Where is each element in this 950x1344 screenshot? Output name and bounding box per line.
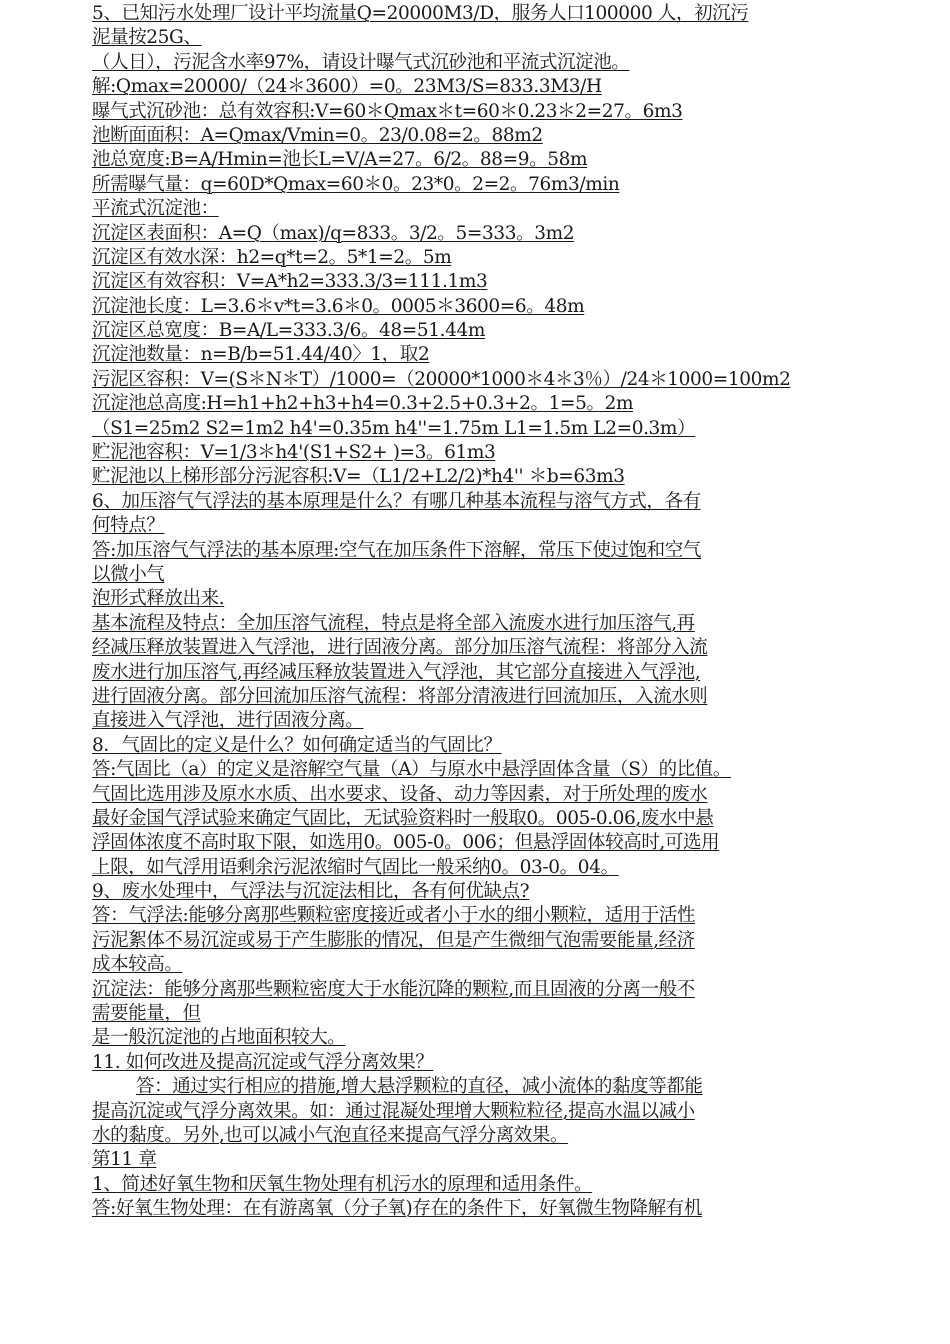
text-line: 浮固体浓度不高时取下限，如选用0。005-0。006；但悬浮固体较高时,可选用	[92, 832, 720, 854]
text-line: （人日），污泥含水率97%，请设计曝气式沉砂池和平流式沉淀池。	[92, 51, 630, 73]
text-line: 5、已知污水处理厂设计平均流量Q=20000M3/D，服务人口100000 人，初沉污	[92, 3, 749, 24]
text-line: 沉淀池总高度:H=h1+h2+h3+h4=0.3+2.5+0.3+2。1=5。2m	[92, 393, 634, 415]
text-line: 曝气式沉砂池：总有效容积:V=60＊Qmax＊t=60＊0.23＊2=27。6m3	[92, 100, 683, 122]
text-line: 沉淀池数量：n=B/b=51.44/40〉1，取2	[92, 344, 430, 366]
text-line: 废水进行加压溶气,再经减压释放装置进入气浮池，其它部分直接进入气浮池,	[92, 661, 701, 683]
text-line: 答：通过实行相应的措施,增大悬浮颗粒的直径，减小流体的黏度等都能	[136, 1076, 703, 1098]
text-line: 何特点？	[92, 515, 165, 537]
text-line: 成本较高。	[92, 954, 183, 976]
text-line: 贮泥池以上梯形部分污泥容积:V=（L1/2+L2/2)*h4'' ＊b=63m3	[92, 466, 625, 488]
text-line: 以微小气	[92, 563, 165, 585]
text-line: 答:加压溶气气浮法的基本原理:空气在加压条件下溶解，常压下使过饱和空气	[92, 539, 701, 561]
text-line: 贮泥池容积：V=1/3＊h4'(S1+S2+ )=3。61m3	[92, 442, 496, 464]
text-line: 进行固液分离。部分回流加压溶气流程：将部分清液进行回流加压，入流水则	[92, 685, 708, 707]
text-line: （S1=25m2 S2=1m2 h4'=0.35m h4''=1.75m L1=1.5m L2=0.3m）	[92, 417, 696, 439]
text-line: 第11 章	[92, 1149, 157, 1171]
text-line: 上限，如气浮用语剩余污泥浓缩时气固比一般采纳0。03-0。04。	[92, 856, 619, 878]
text-line: 提高沉淀或气浮分离效果。如：通过混凝处理增大颗粒粒径,提高水温以减小	[92, 1100, 695, 1122]
text-line: 泡形式释放出来.	[92, 588, 225, 610]
text-line: 8．气固比的定义是什么？如何确定适当的气固比？	[92, 734, 502, 756]
text-line: 直接进入气浮池，进行固液分离。	[92, 710, 364, 732]
text-line: 泥量按25G、	[92, 27, 202, 49]
text-line: 池总宽度:B=A/Hmin=池长L=V/A=27。6/2。88=9。58m	[92, 149, 588, 171]
text-line: 沉淀区表面积：A=Q（max)/q=833。3/2。5=333。3m2	[92, 222, 575, 244]
text-line: 污泥区容积：V=(S＊N＊T）/1000=（20000*1000＊4＊3％）/24＊1000=100m2	[92, 368, 791, 390]
text-line: 污泥絮体不易沉淀或易于产生膨胀的情况，但是产生微细气泡需要能量,经济	[92, 929, 695, 951]
document-body	[92, 2, 932, 1222]
text-line: 需要能量，但	[92, 1003, 201, 1025]
text-line: 答:气固比（a）的定义是溶解空气量（A）与原水中悬浮固体含量（S）的比值。	[92, 759, 731, 781]
text-line: 沉淀法：能够分离那些颗粒密度大于水能沉降的颗粒,而且固液的分离一般不	[92, 978, 695, 1000]
text-line: 11. 如何改进及提高沉淀或气浮分离效果？	[92, 1051, 434, 1073]
text-line: 气固比选用涉及原水水质、出水要求、设备、动力等因素，对于所处理的废水	[92, 783, 708, 805]
text-line: 答:好氧生物处理：在有游离氧（分子氧)存在的条件下，好氧微生物降解有机	[92, 1198, 702, 1220]
text-line: 水的黏度。另外,也可以减小气泡直径来提高气浮分离效果。	[92, 1124, 569, 1146]
text-line: 池断面面积：A=Qmax/Vmin=0。23/0.08=2。88m2	[92, 124, 543, 146]
text-line: 沉淀池长度：L=3.6＊v*t=3.6＊0。0005＊3600=6。48m	[92, 295, 585, 317]
text-line: 解:Qmax=20000/（24＊3600）=0。23M3/S=833.3M3/H	[92, 76, 602, 98]
text-line: 沉淀区有效水深：h2=q*t=2。5*1=2。5m	[92, 246, 452, 268]
text-line: 基本流程及特点：全加压溶气流程，特点是将全部入流废水进行加压溶气,再	[92, 612, 695, 634]
text-line: 沉淀区总宽度：B=A/L=333.3/6。48=51.44m	[92, 320, 485, 342]
text-line: 是一般沉淀池的占地面积较大。	[92, 1027, 346, 1049]
text-line: 所需曝气量：q=60D*Qmax=60＊0。23*0。2=2。76m3/min	[92, 173, 620, 195]
text-line: 最好金国气浮试验来确定气固比，无试验资料时一般取0。005-0.06,废水中悬	[92, 807, 714, 829]
text-line: 1、简述好氧生物和厌氧生物处理有机污水的原理和适用条件。	[92, 1173, 593, 1195]
text-line: 6、加压溶气气浮法的基本原理是什么？有哪几种基本流程与溶气方式，各有	[92, 490, 701, 512]
text-line: 9、废水处理中，气浮法与沉淀法相比，各有何优缺点?	[92, 881, 530, 903]
text-line: 答：气浮法:能够分离那些颗粒密度接近或者小于水的细小颗粒，适用于活性	[92, 905, 696, 927]
text-line: 经减压释放装置进入气浮池，进行固液分离。部分加压溶气流程：将部分入流	[92, 637, 708, 659]
text-line: 沉淀区有效容积：V=A*h2=333.3/3=111.1m3	[92, 271, 488, 293]
text-line: 平流式沉淀池：	[92, 198, 219, 220]
